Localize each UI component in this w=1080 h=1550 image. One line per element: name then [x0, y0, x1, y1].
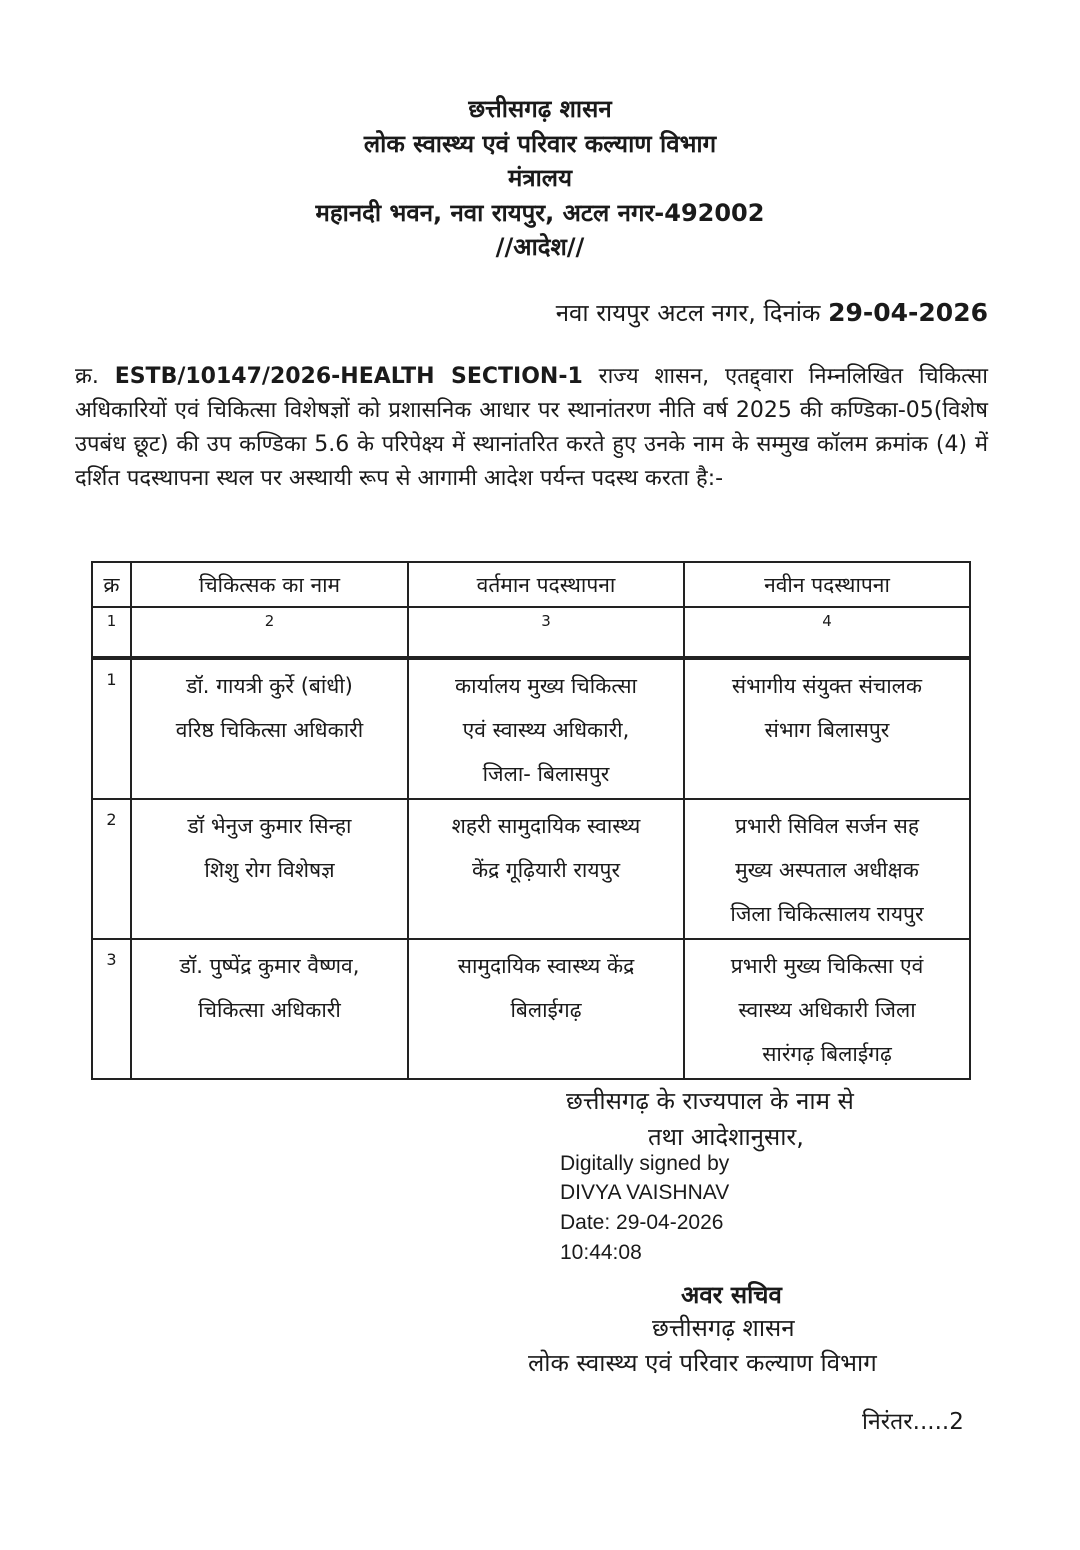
table-row	[92, 939, 970, 1079]
column-number: 3	[408, 607, 684, 658]
current-posting-line: शहरी सामुदायिक स्वास्थ्य	[451, 814, 641, 838]
signature-authority-line-2: तथा आदेशानुसार,	[648, 1123, 804, 1151]
order-paragraph	[75, 360, 988, 496]
table-row	[92, 799, 970, 939]
doctor-cell	[131, 799, 408, 939]
header-order-title: //आदेश//	[495, 233, 585, 261]
doctor-designation: शिशु रोग विशेषज्ञ	[204, 858, 335, 882]
doctor-cell	[131, 939, 408, 1079]
signatory-office-2: लोक स्वास्थ्य एवं परिवार कल्याण विभाग	[528, 1349, 877, 1377]
column-number: 2	[131, 607, 408, 658]
new-posting-line: प्रभारी सिविल सर्जन सह	[735, 814, 919, 838]
new-posting-line: संभागीय संयुक्त संचालक	[731, 674, 923, 698]
order-kra: क्र.	[75, 364, 99, 389]
new-posting-line: मुख्य अस्पताल अधीक्षक	[735, 858, 919, 882]
current-posting-line: सामुदायिक स्वास्थ्य केंद्र	[457, 954, 635, 978]
signatory-office-1: छत्तीसगढ़ शासन	[652, 1314, 795, 1342]
header-serial: क्र	[92, 562, 131, 607]
date-prefix: नवा रायपुर अटल नगर, दिनांक	[555, 299, 821, 327]
table-header-row	[92, 562, 970, 607]
current-posting-cell	[408, 658, 684, 799]
header-ministry: मंत्रालय	[507, 164, 572, 192]
header-department: लोक स्वास्थ्य एवं परिवार कल्याण विभाग	[363, 130, 717, 158]
doctor-name: डॉ. गायत्री कुर्रे (बांधी)	[186, 674, 353, 698]
order-date: 29-04-2026	[828, 298, 988, 327]
doctor-cell	[131, 658, 408, 799]
digital-signature-time: 10:44:08	[560, 1241, 642, 1264]
order-reference-number: ESTB/10147/2026-HEALTH SECTION-1	[114, 364, 583, 389]
continued-page-marker: निरंतर.....2	[862, 1409, 964, 1435]
column-number: 1	[92, 607, 131, 658]
new-posting-line: स्वास्थ्य अधिकारी जिला	[738, 998, 916, 1022]
new-posting-cell	[684, 799, 970, 939]
header-current-posting: वर्तमान पदस्थापना	[408, 562, 684, 607]
doctor-name: डॉ. पुष्पेंद्र कुमार वैष्णव,	[179, 954, 360, 978]
order-body: राज्य शासन, एतद्द्वारा निम्नलिखित चिकित्सा अधिकारियों एवं चिकित्सा विशेषज्ञों को प्रशासनिक आधार पर स्थानांतरण नीति वर्ष 2025 की कण्डिका-05(विशेष उपबंध छूट) की उप कण्डिका 5.6 के परिपेक्ष्य में स्थानांतरित करते हुए उनके नाम के सम्मुख कॉलम क्रमांक (4) में दर्शित पदस्थापना स्थल पर अस्थायी रूप से आगामी आदेश पर्यन्त पदस्थ करता है:-	[75, 364, 989, 491]
current-posting-line: जिला- बिलासपुर	[482, 762, 610, 786]
current-posting-line: केंद्र गूढ़ियारी रायपुर	[471, 858, 621, 882]
new-posting-cell	[684, 939, 970, 1079]
signatory-title: अवर सचिव	[681, 1281, 782, 1309]
date-line	[556, 296, 988, 329]
header-government: छत्तीसगढ़ शासन	[468, 95, 612, 123]
header-doctor-name: चिकित्सक का नाम	[131, 562, 408, 607]
current-posting-line: कार्यालय मुख्य चिकित्सा	[455, 674, 637, 698]
new-posting-cell	[684, 658, 970, 799]
transfer-table	[91, 561, 971, 1080]
new-posting-line: संभाग बिलासपुर	[764, 718, 890, 742]
doctor-designation: वरिष्ठ चिकित्सा अधिकारी	[175, 718, 364, 742]
table-row	[92, 658, 970, 799]
digital-signature-date: Date: 29-04-2026	[560, 1211, 724, 1234]
current-posting-line: बिलाईगढ़	[510, 998, 582, 1022]
new-posting-line: जिला चिकित्सालय रायपुर	[730, 902, 924, 926]
new-posting-line: सारंगढ़ बिलाईगढ़	[762, 1042, 892, 1066]
column-number-row	[92, 607, 970, 658]
column-number: 4	[684, 607, 970, 658]
row-serial: 1	[92, 658, 131, 799]
digital-signature-name: DIVYA VAISHNAV	[560, 1181, 730, 1204]
row-serial: 3	[92, 939, 131, 1079]
doctor-designation: चिकित्सा अधिकारी	[198, 998, 341, 1022]
current-posting-cell	[408, 799, 684, 939]
current-posting-cell	[408, 939, 684, 1079]
doctor-name: डॉ भेनुज कुमार सिन्हा	[187, 814, 352, 838]
header-new-posting: नवीन पदस्थापना	[684, 562, 970, 607]
signature-authority-line-1: छत्तीसगढ़ के राज्यपाल के नाम से	[566, 1087, 854, 1115]
header-address: महानदी भवन, नवा रायपुर, अटल नगर-492002	[315, 199, 765, 227]
row-serial: 2	[92, 799, 131, 939]
new-posting-line: प्रभारी मुख्य चिकित्सा एवं	[730, 954, 924, 978]
digital-signature-line: Digitally signed by	[560, 1152, 730, 1175]
current-posting-line: एवं स्वास्थ्य अधिकारी,	[462, 718, 630, 742]
